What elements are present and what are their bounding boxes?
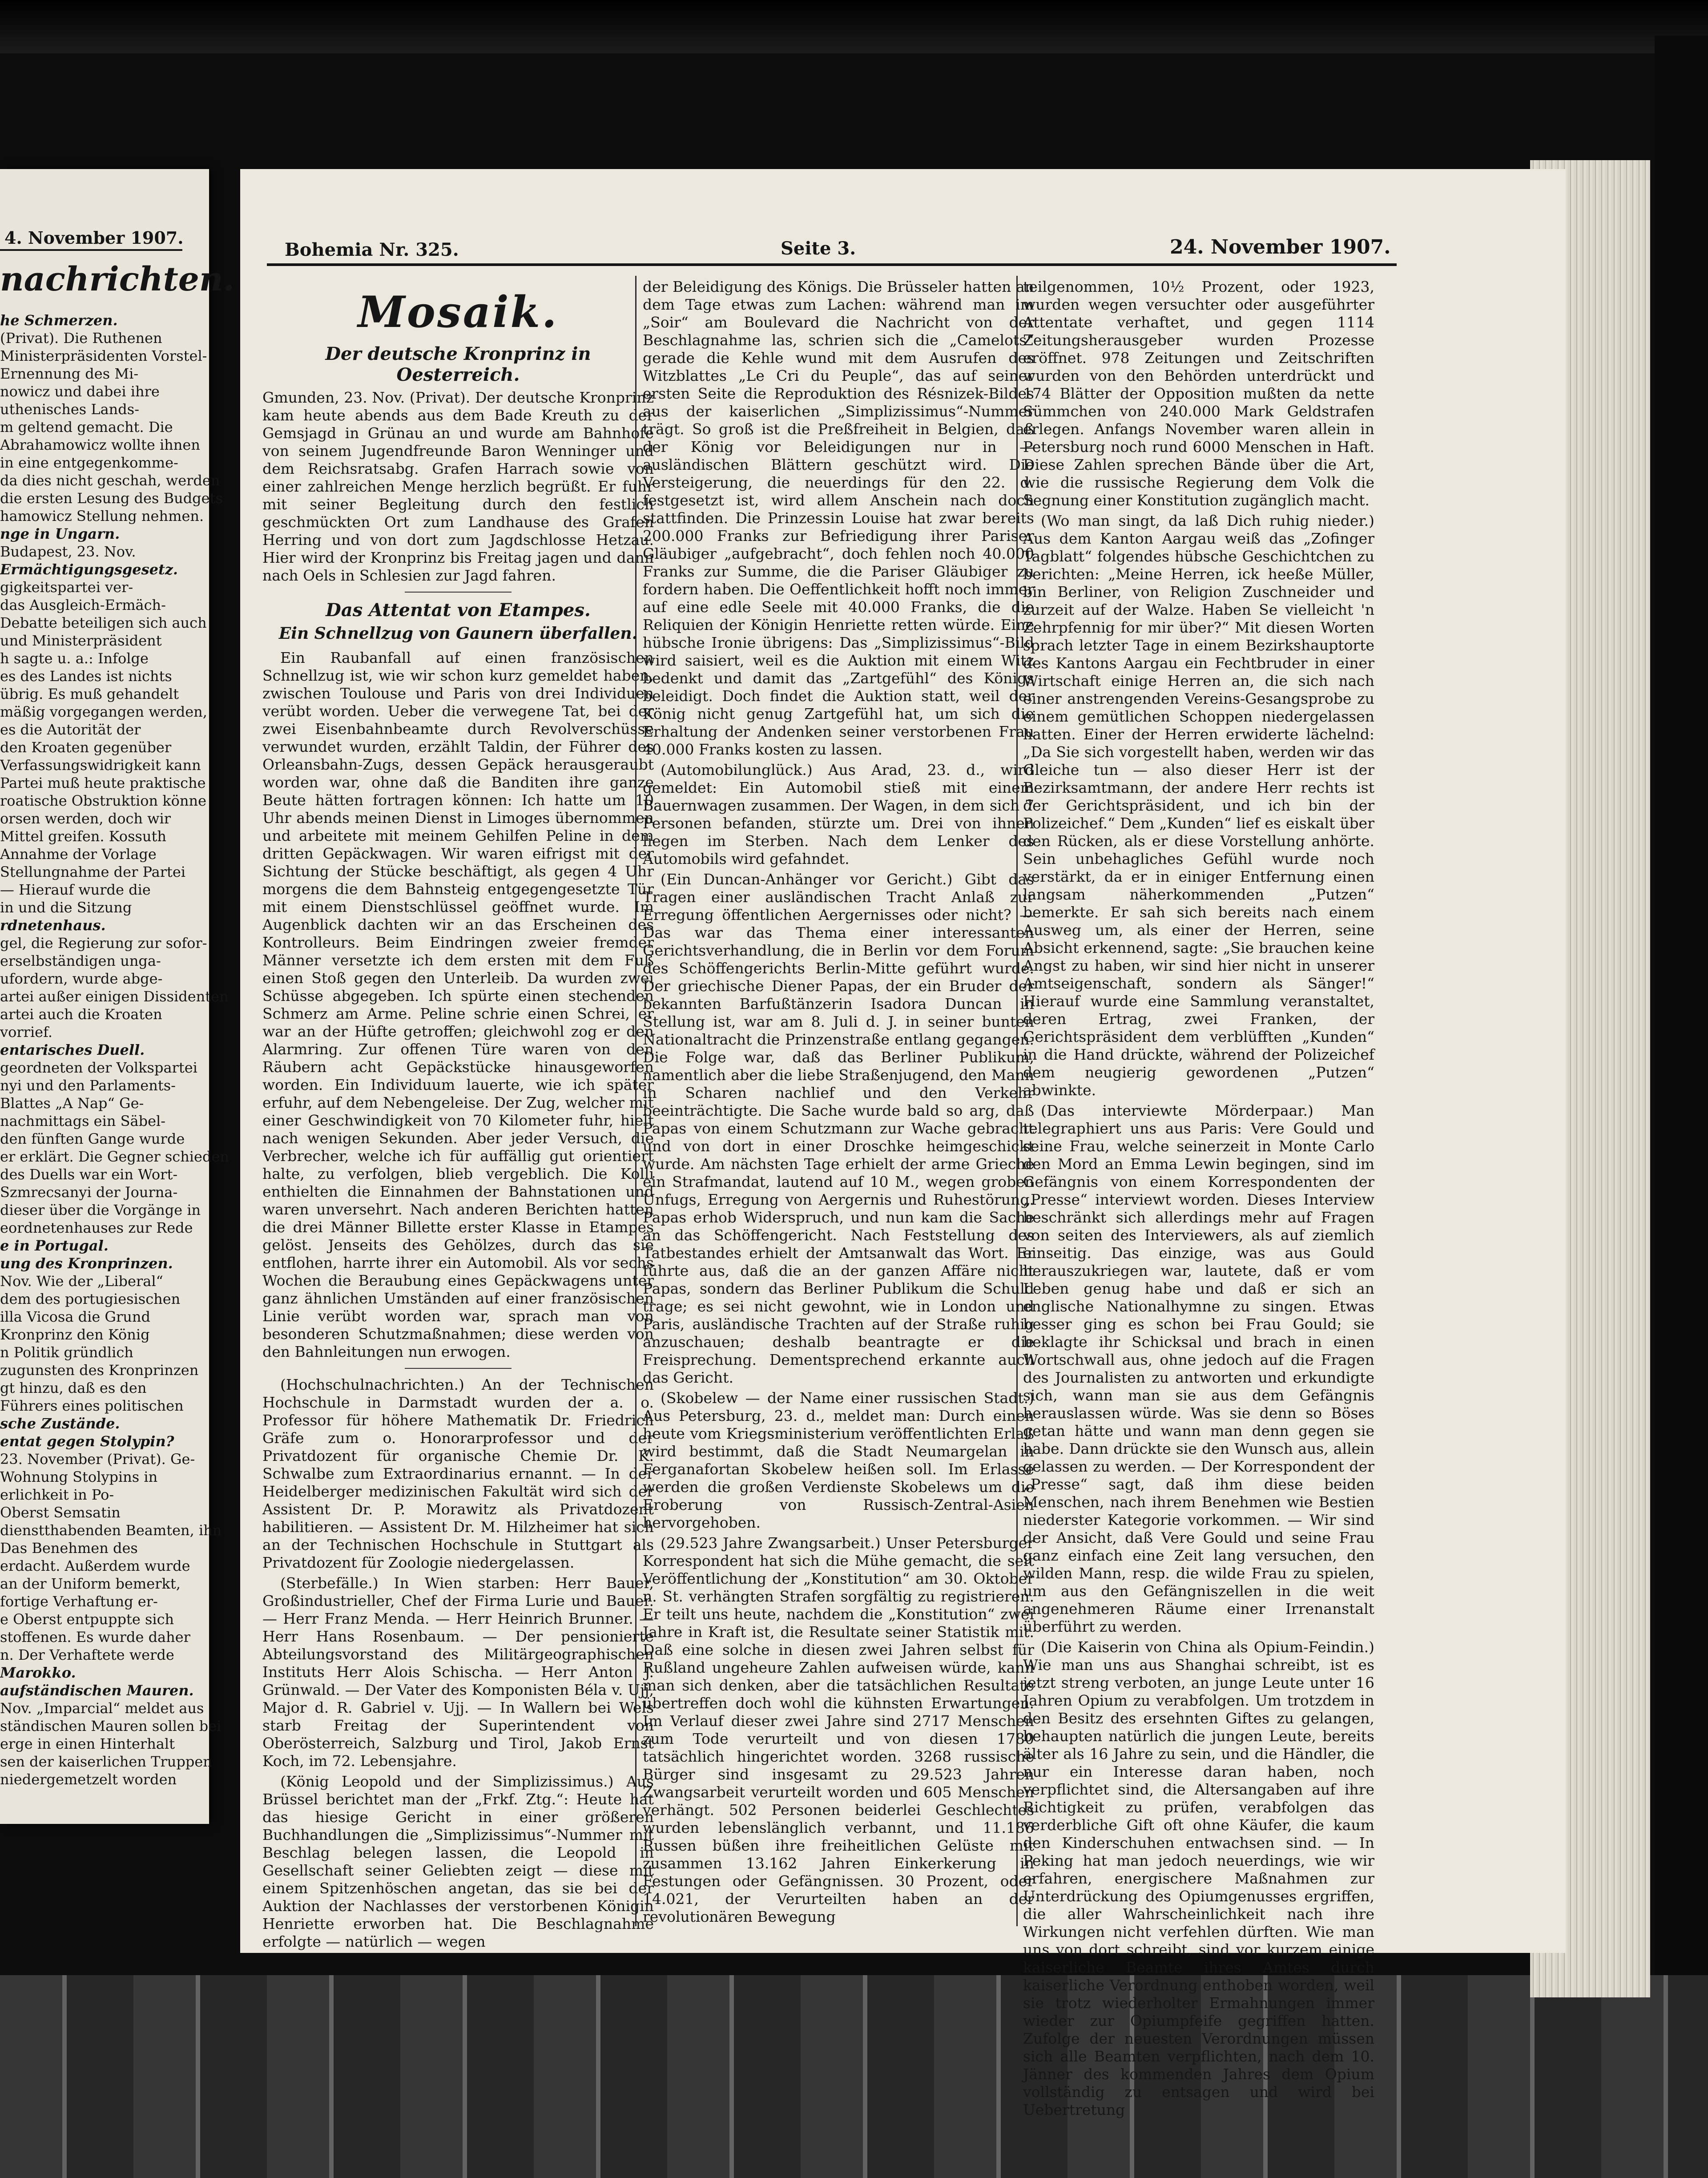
newspaper-page: [240, 169, 1566, 2118]
left-page-line: erdacht. Außerdem wurde: [0, 1557, 190, 1574]
left-page-line: dieser über die Vorgänge in: [0, 1202, 201, 1218]
article-paragraph: Ein Raubanfall auf einen französischen Schnellzug ist, wie wir schon kurz gemeldet haben, zwischen Toulouse und Paris von drei Individuen verübt worden. Ueber die verwegene Tat, bei der zwei Eisenbahnbeamte durch Revolverschüsse verwundet wurden, erzählt Taldin, der Führer des Orleansbahn-Zugs, dessen Gepäck herausgeraubt worden war, ohne daß die Banditen ihre ganze Beute hätten fortragen können: Ich hatte um 10 Uhr abends meinen Dienst in Limoges übernommen und arbeitete mit meinem Gehilfen Peline in dem dritten Gepäckwagen. Wir waren eifrigst mit der Sichtung der Stücke beschäftigt, als gegen 4 Uhr morgens die dem Bahnsteig entgegengesetzte Tür mit einem Dienstschlüssel geöffnet wurde. Im Augenblick dachten wir an das Erscheinen des Kontrolleurs. Beim Eindringen zweier fremder Männer versetzte ich dem ersten mit dem Fuß einen Stoß gegen den Unterleib. Da wurden zwei Schüsse abgegeben. Ich spürte einen stechenden Schmerz am Arme. Peline schrie einen Schrei, er war an der Hüfte getroffen; gleichwohl zog er den Alarmring. Zur offenen Türe waren von den Räubern acht Gepäckstücke hinausgeworfen worden. Ein Individuum lauerte, wie ich später erfuhr, auf dem Nebengeleise. Der Zug, welcher mit einer Geschwindigkeit von 70 Kilometer fuhr, hielt nach wenigen Sekunden. Aber jeder Versuch, die Verbrecher, welche ich für auffällig gut orientiert halte, zu verfolgen, blieb vergeblich. Die Kolli enthielten die Einnahmen der Bahnstationen und waren unversehrt. Nach anderen Berichten hatten die drei Männer Billette erster Klasse in Etampes gelöst. Jenseits des Gehölzes, durch das sie entflohen, harrte ihrer ein Automobil. Als vor sechs Wochen die Beraubung eines Gepäckwagens unter ganz ähnlichen Umständen auf einer französischen Linie verübt worden war, sprach man von besonderen Schutzmaßnahmen; diese werden von den Bahnleitungen nun erwogen.: [262, 649, 654, 1360]
left-page-line: m geltend gemacht. Die: [0, 419, 173, 436]
left-page-heading: aufständischen Mauren.: [0, 1682, 194, 1699]
left-page-line: e Oberst entpuppte sich: [0, 1611, 174, 1628]
left-page-line: es die Autorität der: [0, 721, 141, 738]
article-paragraph: (Ein Duncan-Anhänger vor Gericht.) Gibt das Tragen einer ausländischen Tracht Anlaß zur Erregung öffentlichen Aergernisses oder nicht? — Das war das Thema einer interessanten Gerichtsverhandlung, die in Berlin vor dem Forum des Schöffengerichts Berlin-Mitte geführt wurde. Der griechische Diener Papas, der ein Bruder der bekannten Barfußtänzerin Isadora Duncan in Stellung ist, war am 8. Juli d. J. in seiner bunten Nationaltracht die Prinzenstraße entlang gegangen. Die Folge war, daß das Berliner Publikum, namentlich aber die liebe Straßenjugend, den Mann in Scharen nachlief und den Verkehr beeinträchtigte. Die Sache wurde bald so arg, daß Papas von einem Schutzmann zur Wache gebracht und von dort in einer Droschke heimgeschickt wurde. Am nächsten Tage erhielt der arme Grieche ein Strafmandat, lautend auf 10 M., wegen groben Unfugs, Erregung von Aergernis und Ruhestörung. Papas erhob Widerspruch, und nun kam die Sache an das Schöffengericht. Nach Feststellung des Tatbestandes erhielt der Amtsanwalt das Wort. Er führte aus, daß die an der ganzen Affäre nicht Papas, sondern das Berliner Publikum die Schuld trage; es sei nicht gewohnt, wie in London und Paris, ausländische Trachten auf der Straße ruhig anzuschauen; deshalb beantragte er die Freisprechung. Dementsprechend erkannte auch das Gericht.: [643, 871, 1034, 1386]
left-page-heading: Ermächtigungsgesetz.: [0, 561, 178, 578]
left-page-line: an der Uniform bemerkt,: [0, 1575, 181, 1592]
left-page-line: Budapest, 23. Nov.: [0, 543, 136, 560]
left-page-line: 23. November (Privat). Ge-: [0, 1451, 195, 1468]
left-page-line: Ministerpräsidenten Vorstel-: [0, 347, 207, 364]
left-page-heading: entat gegen Stolypin?: [0, 1433, 174, 1450]
left-page-heading: rdnetenhaus.: [0, 917, 106, 934]
left-page-line: n. Der Verhaftete werde: [0, 1646, 174, 1663]
left-page-line: ufordern, wurde abge-: [0, 970, 163, 987]
left-page-line: Nov. „Imparcial“ meldet aus: [0, 1700, 204, 1717]
headline-attentat: Das Attentat von Etampes.: [326, 600, 591, 621]
header-page-number: Seite 3.: [781, 238, 856, 259]
left-page-line: nachmittags ein Säbel-: [0, 1113, 166, 1129]
left-page: [0, 169, 235, 1824]
left-page-line: orsen werden, doch wir: [0, 810, 171, 827]
left-page-line: hamowicz Stellung nehmen.: [0, 508, 204, 524]
left-page-line: artei außer einigen Dissidenten: [0, 988, 229, 1005]
article-separator: [405, 1368, 512, 1369]
left-page-heading: nge in Ungarn.: [0, 525, 120, 542]
article-paragraph: teilgenommen, 10½ Prozent, oder 1923, wurden wegen versuchter oder ausgeführter Attentate verhaftet, und gegen 1114 Zeitungsherausgeber wurden Prozesse eröffnet. 978 Zeitungen und Zeitschriften wurden von den Behörden unterdrückt und 174 Blätter der Opposition mußten da nette Sümmchen von 240.000 Mark Geldstrafen erlegen. Anfangs November waren allein in Petersburg noch rund 6000 Menschen in Haft. Diese Zahlen sprechen Bände über die Art, wie die russische Regierung dem Volk die Segnung einer Konstitution zugänglich macht.: [1023, 278, 1374, 509]
left-page-line: illa Vicosa die Grund: [0, 1308, 150, 1325]
column-3: [1023, 278, 1374, 2122]
left-page-line: Wohnung Stolypins in: [0, 1468, 158, 1485]
left-page-line: und Ministerpräsident: [0, 632, 162, 649]
left-page-line: erge in einen Hinterhalt: [0, 1735, 175, 1752]
background-top: [0, 0, 1708, 53]
article-paragraph: Gmunden, 23. Nov. (Privat). Der deutsche Kronprinz kam heute abends aus dem Bade Kreuth zu der Gemsjagd in Grünau an und wurde am Bahnhofe von seinem Jugendfreunde Baron Wenninger und dem Reichsratsabg. Grafen Harrach sowie von einer zahlreichen Menge herzlich begrüßt. Er fuhr mit seiner Begleitung durch den festlich geschmückten Ort zum Landhause des Grafen Herring und von dort zum Jagdschlosse Hetzau. Hier wird der Kronprinz bis Freitag jagen und dann nach Oels in Schlesien zur Jagd fahren.: [262, 389, 654, 584]
left-page-heading: he Schmerzen.: [0, 312, 118, 329]
left-page-line: des Duells war ein Wort-: [0, 1166, 178, 1183]
left-page-line: nyi und den Parlaments-: [0, 1077, 176, 1094]
left-page-line: Partei muß heute praktische: [0, 774, 206, 791]
left-page-line: er erklärt. Die Gegner schieden: [0, 1148, 229, 1165]
left-page-line: erselbständigen unga-: [0, 952, 161, 969]
header-date: 24. November 1907.: [1170, 236, 1391, 258]
left-page-line: sen der kaiserlichen Truppen: [0, 1753, 212, 1770]
column-2: [643, 278, 1034, 1928]
left-page-line: die ersten Lesung des Budgets: [0, 490, 223, 507]
section-title: Mosaik.: [358, 287, 559, 337]
left-page-date: 4. November 1907.: [4, 228, 184, 248]
left-page-line: übrig. Es muß gehandelt: [0, 686, 179, 702]
left-page-rule: [0, 249, 182, 251]
left-page-line: erlichkeit in Po-: [0, 1486, 114, 1503]
left-page-line: Abrahamowicz wollte ihnen: [0, 436, 200, 453]
left-page-line: Kronprinz den König: [0, 1326, 150, 1343]
header-rule: [267, 263, 1397, 266]
left-page-line: gigkeitspartei ver-: [0, 579, 133, 596]
left-page-line: Annahme der Vorlage: [0, 846, 157, 863]
left-page-line: Ernennung des Mi-: [0, 365, 139, 382]
article-paragraph: (Hochschulnachrichten.) An der Technischen Hochschule in Darmstadt wurden der a. o. Professor für höhere Mathematik Dr. Friedrich Gräfe zum o. Honorarprofessor und der Privatdozent für organische Chemie Dr. K. Schwalbe zum Extraordinarius ernannt. — In der Heidelberger medizinischen Fakultät wird sich der Assistent Dr. P. Morawitz als Privatdozent habilitieren. — Assistent Dr. M. Hilzheimer hat sich an der Technischen Hochschule in Stuttgart als Privatdozent für Zoologie niedergelassen.: [262, 1376, 654, 1571]
left-page-heading: Marokko.: [0, 1664, 76, 1681]
left-page-line: dem des portugiesischen: [0, 1291, 181, 1307]
article-paragraph: (Wo man singt, da laß Dich ruhig nieder.) Aus dem Kanton Aargau weiß das „Zofinger Tagblatt“ folgendes hübsche Geschichtchen zu berichten: „Meine Herren, ick heeße Müller, bin Berliner, von Religion Zuschneider und zurzeit auf der Walze. Haben Se vielleicht 'n Zehrpfennig for mir über?“ Mit diesen Worten sprach letzter Tage in einem Bezirkshauptorte des Kantons Aargau ein Fechtbruder in einer Wirtschaft einige Herren an, die sich nach einer anstrengenden Vereins-Gesangsprobe zu einem gemütlichen Schoppen niedergelassen hatten. Einer der Herren erwiderte lächelnd: „Da Sie sich vorgestellt haben, werden wir das Gleiche tun — also dieser Herr ist der Bezirksamtmann, der andere Herr rechts ist der Gerichtspräsident, und ich bin der Polizeichef.“ Dem „Kunden“ lief es eiskalt über den Rücken, als er diese Vorstellung anhörte. Sein unbehagliches Gefühl wurde noch verstärkt, da er in einiger Entfernung einen langsam näherkommenden „Putzen“ bemerkte. Er sah sich bereits nach einem Ausweg um, als einer der Herren, seine Absicht erkennend, sagte: „Sie brauchen keine Angst zu haben, wir sind hier nicht in unserer Amtseigenschaft, sondern als Sänger!“ Hierauf wurde eine Sammlung veranstaltet, deren Ertrag, zwei Franken, der Gerichtspräsident dem verblüfften „Kunden“ in die Hand drückte, während der Polizeichef dem neugierig gewordenen „Putzen“ abwinkte.: [1023, 512, 1374, 1099]
article-paragraph: der Beleidigung des Königs. Die Brüsseler hatten an dem Tage etwas zum Lachen: während man im „Soir“ am Boulevard die Nachricht von der Beschlagnahme las, schrien sich die „Camelots“ gerade die Kehle wund mit dem Ausrufen des Witzblattes „Le Cri du Peuple“, das auf seiner ersten Seite die Reproduktion des Résnizek-Bildes aus der kaiserlichen „Simplizissimus“-Nummer trägt. So groß ist die Preßfreiheit in Belgien, daß der König vor Beleidigungen nur in — ausländischen Blättern geschützt wird. Die Versteigerung, die neuerdings für den 22. d. festgesetzt ist, wird allem Anschein nach doch stattfinden. Die Prinzessin Louise hat zwar bereits 200.000 Franks zur Befriedigung ihrer Pariser Gläubiger „aufgebracht“, doch fehlen noch 40.000 Franks zur Summe, die die Pariser Gläubiger zu fordern haben. Die Oeffentlichkeit hofft noch immer auf eine edle Seele mit 40.000 Franks, die die Reliquien der Königin Henriette retten würde. Eine hübsche Ironie übrigens: Das „Simplizissimus“-Bild wird saisiert, weil es die Auktion mit einem Witz bedenkt und damit das „Zartgefühl“ des Königs beleidigt. Doch findet die Auktion statt, weil der König nicht genug Zartgefühl hat, um sich die Erhaltung der Andenken seiner verstorbenen Frau 40.000 Franks kosten zu lassen.: [643, 278, 1034, 758]
left-page-heading: ung des Kronprinzen.: [0, 1255, 173, 1272]
left-page-line: n Politik gründlich: [0, 1344, 133, 1361]
left-page-line: artei auch die Kroaten: [0, 1006, 162, 1023]
article-paragraph: (Skobelew — der Name einer russischen Stadt.) Aus Petersburg, 23. d., meldet man: Durch einen heute vom Kriegsministerium veröffentlichten Erlaß wird bestimmt, daß die Stadt Neumargelan in Ferganafortan Skobelew heißen soll. Im Erlasse werden die großen Verdienste Skobelews um die Eroberung von Russisch-Zentral-Asien hervorgehoben.: [643, 1389, 1034, 1531]
left-page-line: da dies nicht geschah, werden: [0, 472, 220, 489]
left-page-line: niedergemetzelt worden: [0, 1771, 177, 1788]
left-page-line: (Privat). Die Ruthenen: [0, 330, 162, 347]
article-paragraph: (Das interviewte Mörderpaar.) Man telegraphiert uns aus Paris: Vere Gould und seine Frau, welche seinerzeit in Monte Carlo den Mord an Emma Lewin begingen, sind im Gefängnis von einem Korrespondenten der „Presse“ interviewt worden. Dieses Interview beschränkt sich allerdings mehr auf Fragen von seiten des Interviewers, als auf ziemlich einseitig. Das einzige, was aus Gould herauszukriegen war, lautete, daß er vom Leben genug habe und daß er sich an englische Nationalhymne zu singen. Etwas besser ging es schon bei Frau Gould; sie beklagte ihr Schicksal und brach in einen Wortschwall aus, ohne jedoch auf die Fragen des Journalisten zu antworten und erkundigte sich, wann man sie aus dem Gefängnis herauslassen würde. Was sie denn so Böses getan hätte und wann man denn gegen sie habe. Dann drückte sie den Wunsch aus, allein gelassen zu werden. — Der Korrespondent der „Presse“ sagt, daß ihm diese beiden Menschen, nach ihrem Benehmen wie Bestien niederster Kategorie vorkommen. — Wir sind der Ansicht, daß Vere Gould und seine Frau ganz einfach eine Zeit lang versuchen, den wilden Mann, resp. die wilde Frau zu spielen, um aus den Gefängniszellen in die weit angenehmeren Räume einer Irrenanstalt überführt zu werden.: [1023, 1102, 1374, 1635]
left-page-line: geordneten der Volkspartei: [0, 1059, 197, 1076]
left-page-line: fortige Verhaftung er-: [0, 1593, 158, 1610]
left-page-line: in eine entgegenkomme-: [0, 454, 178, 471]
left-page-line: Oberst Semsatin: [0, 1504, 121, 1521]
left-page-line: vorrief.: [0, 1024, 52, 1041]
left-page-line: Verfassungswidrigkeit kann: [0, 757, 201, 774]
left-page-line: roatische Obstruktion könne: [0, 792, 207, 809]
column-1: [262, 278, 654, 1953]
left-page-line: Das Benehmen des: [0, 1540, 138, 1557]
left-page-title: nachrichten.: [0, 260, 235, 298]
left-page-line: gt hinzu, daß es den: [0, 1379, 147, 1396]
article-paragraph: (Sterbefälle.) In Wien starben: Herr Bauer, Großindustrieller, Chef der Firma Lurie und Bauer. — Herr Franz Menda. — Herr Heinrich Brunner. — Herr Hans Rosenbaum. — Der pensionierte Abteilungsvorstand des Militärgeographischen Instituts Herr Alois Schischa. — Herr Anton J. Grünwald. — Der Vater des Komponisten Béla v. Ujj, Major d. R. Gabriel v. Ujj. — In Wallern bei Wels starb Freitag der Superintendent von Oberösterreich, Salzburg und Tirol, Jakob Ernst Koch, im 72. Lebensjahre.: [262, 1574, 654, 1770]
background-bottom: [0, 1975, 1708, 2178]
left-page-line: Debatte beteiligen sich auch: [0, 614, 207, 631]
left-page-line: nowicz und dabei ihre: [0, 383, 160, 400]
left-page-line: stoffenen. Es wurde daher: [0, 1629, 190, 1646]
article-paragraph: (König Leopold und der Simplizissimus.) Aus Brüssel berichtet man der „Frkf. Ztg.“: Heute hat das hiesige Gericht in einer größeren Buchhandlungen die „Simplizissimus“-Nummer mit Beschlag belegen lassen, die Leopold in Gesellschaft seiner Geliebten zeigt — diese mit einem Spitzenhöschen angetan, das sie bei der Auktion der Nachlasses der verstorbenen Königin Henriette erworben hat. Die Beschlagnahme erfolgte — natürlich — wegen: [262, 1773, 654, 1950]
left-page-heading: entarisches Duell.: [0, 1041, 145, 1058]
left-page-line: dienstthabenden Beamten, ihn: [0, 1522, 222, 1539]
left-page-line: eordnetenhauses zur Rede: [0, 1219, 193, 1236]
article-separator: [405, 592, 512, 593]
left-page-line: gel, die Regierung zur sofor-: [0, 935, 207, 952]
header-issue: Bohemia Nr. 325.: [285, 239, 459, 260]
article-paragraph: (29.523 Jahre Zwangsarbeit.) Unser Petersburger Korrespondent hat sich die Mühe gemacht, die seit Veröffentlichung der „Konstitution“ am 30. Oktober n. St. verhängten Strafen sorgfältig zu registrieren. Er teilt uns heute, nachdem die „Konstitution“ zwei Jahre in Kraft ist, die Resultate seiner Statistik mit. Daß eine solche in diesen zwei Jahren selbst für Rußland ungeheure Zahlen aufweisen würde, kann man sich denken, aber die tatsächlichen Resultate übertreffen doch wohl die kühnsten Erwartungen. Im Verlauf dieser zwei Jahre sind 2717 Menschen zum Tode verurteilt und von diesen 1780 tatsächlich hingerichtet worden. 3268 russische Bürger sind insgesamt zu 29.523 Jahren Zwangsarbeit verurteilt worden und 605 Menschen verhängt. 502 Personen beiderlei Geschlechtes wurden lebenslänglich verbannt, und 11.186 Russen büßen ihre freiheitlichen Gelüste mit zusammen 13.162 Jahren Einkerkerung in Festungen oder Gefängnissen. 30 Prozent, oder 14.021, der Verurteilten haben an der revolutionären Bewegung: [643, 1534, 1034, 1925]
left-page-line: mäßig vorgegangen werden,: [0, 703, 207, 720]
left-page-heading: e in Portugal.: [0, 1237, 109, 1254]
left-page-line: Stellungnahme der Partei: [0, 863, 186, 880]
left-page-heading: sche Zustände.: [0, 1415, 120, 1432]
left-page-line: Szmrecsanyi der Journa-: [0, 1184, 178, 1201]
left-page-line: uthenisches Lands-: [0, 401, 139, 418]
left-page-line: Blattes „A Nap“ Ge-: [0, 1095, 144, 1112]
left-page-line: das Ausgleich-Ermäch-: [0, 597, 166, 613]
left-page-line: Führers eines politischen: [0, 1397, 184, 1414]
left-page-line: ständischen Mauren sollen bei: [0, 1718, 222, 1734]
left-page-line: den fünften Gange wurde: [0, 1130, 185, 1147]
background-right-frame: [1655, 36, 1708, 2178]
left-page-line: h sagte u. a.: Infolge: [0, 650, 149, 667]
left-page-line: — Hierauf wurde die: [0, 881, 151, 898]
left-page-line: zugunsten des Kronprinzen: [0, 1362, 199, 1379]
article-paragraph: (Die Kaiserin von China als Opium-Feindin.) Wie man uns aus Shanghai schreibt, ist es jetzt streng verboten, an junge Leute unter 16 Jahren Opium zu verabfolgen. Um trotzdem in den Besitz des ersehnten Giftes zu gelangen, behaupten natürlich die jungen Leute, bereits älter als 16 Jahre zu sein, und die Händler, die nur ein Interesse daran haben, noch verpflichtet sind, die Altersangaben auf ihre Richtigkeit zu prüfen, verabfolgen das verderbliche Gift oft ohne Käufer, die kaum den Kinderschuhen entwachsen sind. — In Peking hat man jedoch neuerdings, wie wir erfahren, energischere Maßnahmen zur Unterdrückung des Opiumgenusses ergriffen, die aller Wahrscheinlichkeit nach ihre Wirkungen nicht verfehlen dürften. Wie man uns von dort schreibt, sind vor kurzem einige kaiserliche Beamte ihres Amtes durch kaiserliche Verordnung enthoben worden, weil sie trotz wiederholter Ermahnungen immer wieder zur Opiumpfeife gegriffen hatten. Zufolge der neuesten Verordnungen müssen sich alle Beamten verpflichten, nach dem 10. Jänner des kommenden Jahres dem Opium vollständig zu entsagen und wird bei Uebertretung: [1023, 1638, 1374, 2118]
headline-kronprinz: Der deutsche Kronprinz in Oesterreich.: [325, 343, 591, 385]
left-page-line: es des Landes ist nichts: [0, 668, 172, 685]
left-page-line: Mittel greifen. Kossuth: [0, 828, 166, 845]
left-page-line: in und die Sitzung: [0, 899, 132, 916]
left-page-line: den Kroaten gegenüber: [0, 739, 172, 756]
left-page-line: Nov. Wie der „Liberal“: [0, 1273, 163, 1290]
article-paragraph: (Automobilunglück.) Aus Arad, 23. d., wird gemeldet: Ein Automobil stieß mit einem Bauernwagen zusammen. Der Wagen, in dem sich 7 Personen befanden, stürzte um. Drei von ihnen liegen im Sterben. Nach dem Lenker des Automobils wird gefahndet.: [643, 761, 1034, 867]
subheadline-attentat: Ein Schnellzug von Gaunern überfallen.: [278, 624, 638, 643]
left-page-text: [0, 311, 229, 1788]
